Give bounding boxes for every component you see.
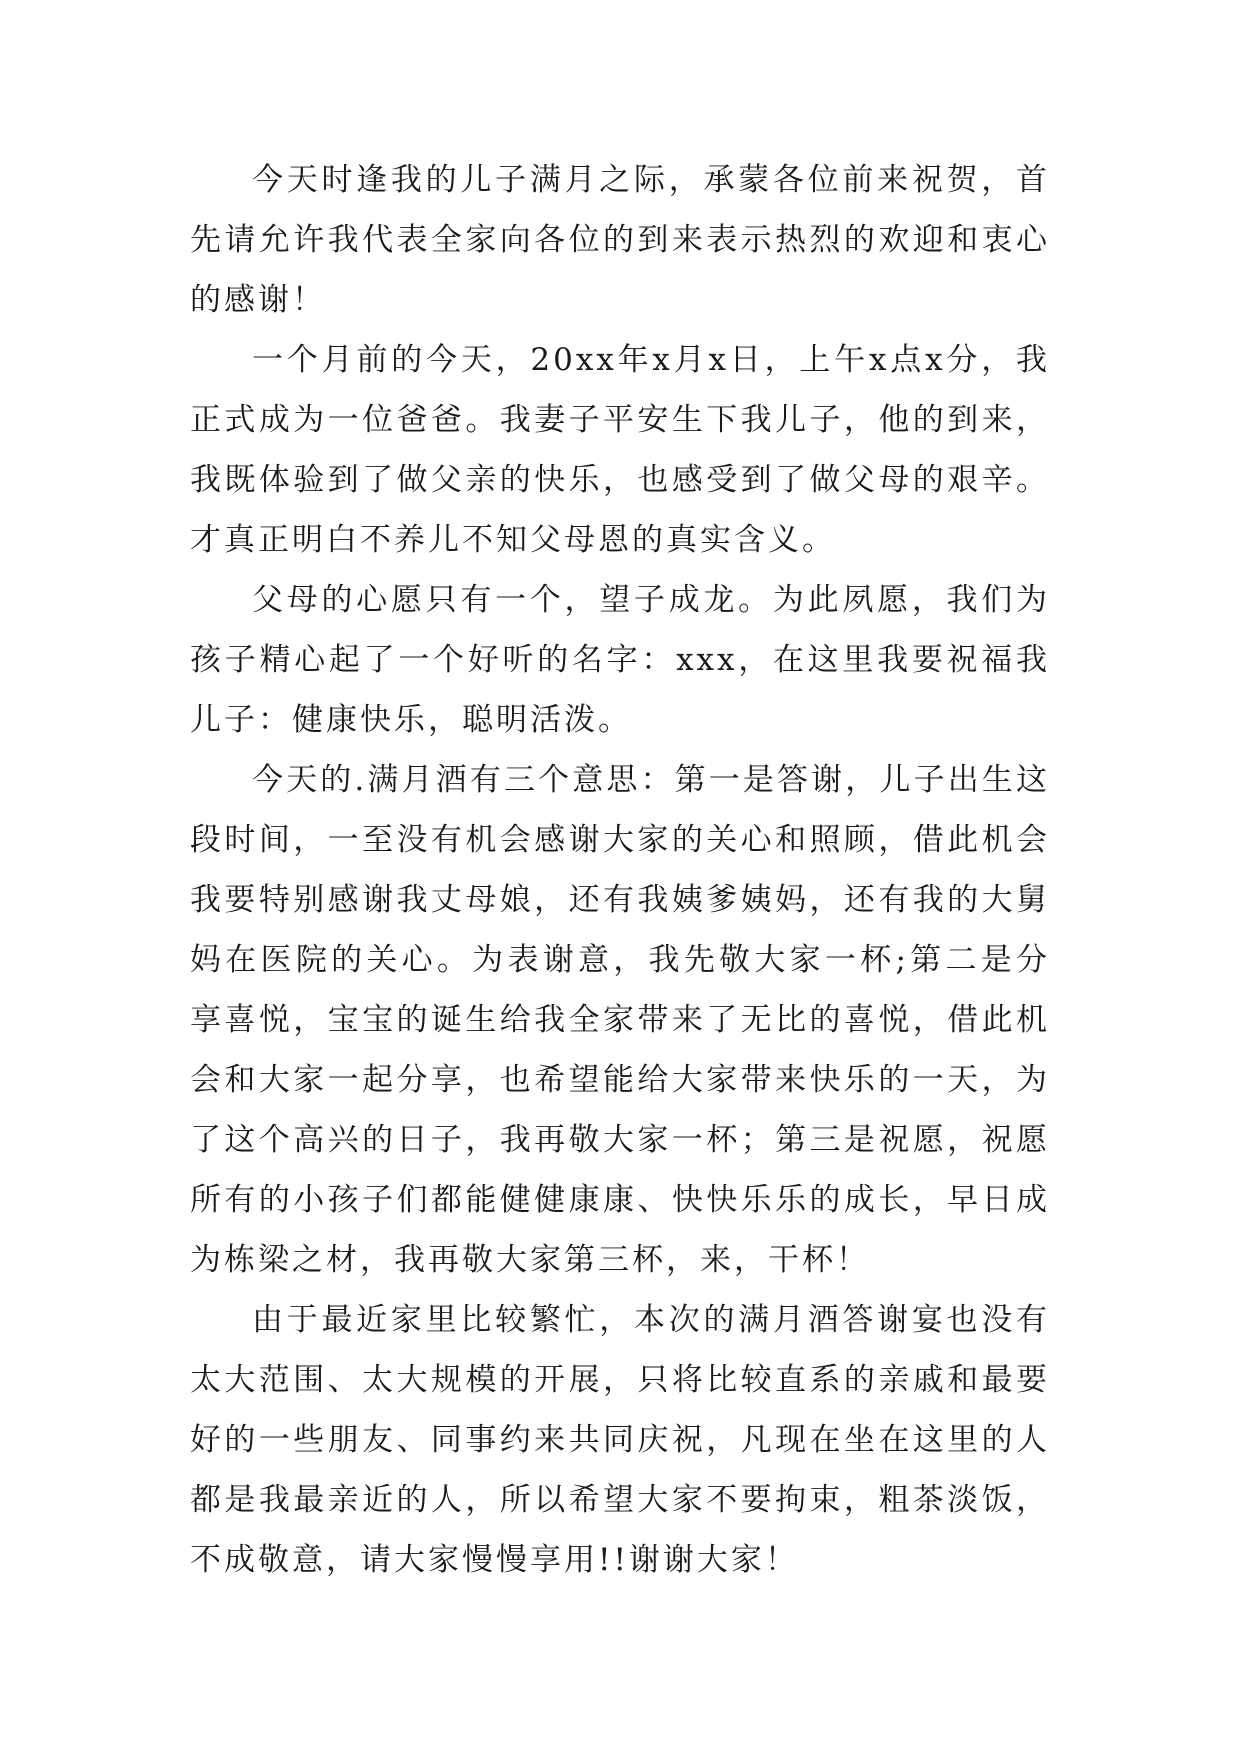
paragraph-5: 由于最近家里比较繁忙，本次的满月酒答谢宴也没有太大范围、太大规模的开展，只将比较直系的亲戚和最要好的一些朋友、同事约来共同庆祝，凡现在坐在这里的人都是我最亲近的人，所以希望大家不要拘束，粗茶淡饭，不成敬意，请大家慢慢享用!!谢谢大家！: [190, 1302, 1050, 1578]
paragraph-1: 今天时逢我的儿子满月之际，承蒙各位前来祝贺，首先请允许我代表全家向各位的到来表示热烈的欢迎和衷心的感谢！: [190, 162, 1050, 318]
document-body: [190, 150, 1050, 1590]
paragraph-4: 今天的.满月酒有三个意思：第一是答谢，儿子出生这段时间，一至没有机会感谢大家的关心和照顾，借此机会我要特别感谢我丈母娘，还有我姨爹姨妈，还有我的大舅妈在医院的关心。为表谢意，我先敬大家一杯;第二是分享喜悦，宝宝的诞生给我全家带来了无比的喜悦，借此机会和大家一起分享，也希望能给大家带来快乐的一天，为了这个高兴的日子，我再敬大家一杯；第三是祝愿，祝愿所有的小孩子们都能健健康康、快快乐乐的成长，早日成为栋梁之材，我再敬大家第三杯，来，干杯！: [190, 762, 1050, 1278]
paragraph-2: 一个月前的今天，20xx年x月x日，上午x点x分，我正式成为一位爸爸。我妻子平安生下我儿子，他的到来，我既体验到了做父亲的快乐，也感受到了做父母的艰辛。才真正明白不养儿不知父母恩的真实含义。: [190, 342, 1050, 558]
paragraph-3: 父母的心愿只有一个，望子成龙。为此夙愿，我们为孩子精心起了一个好听的名字：xxx，在这里我要祝福我儿子：健康快乐，聪明活泼。: [190, 582, 1050, 738]
